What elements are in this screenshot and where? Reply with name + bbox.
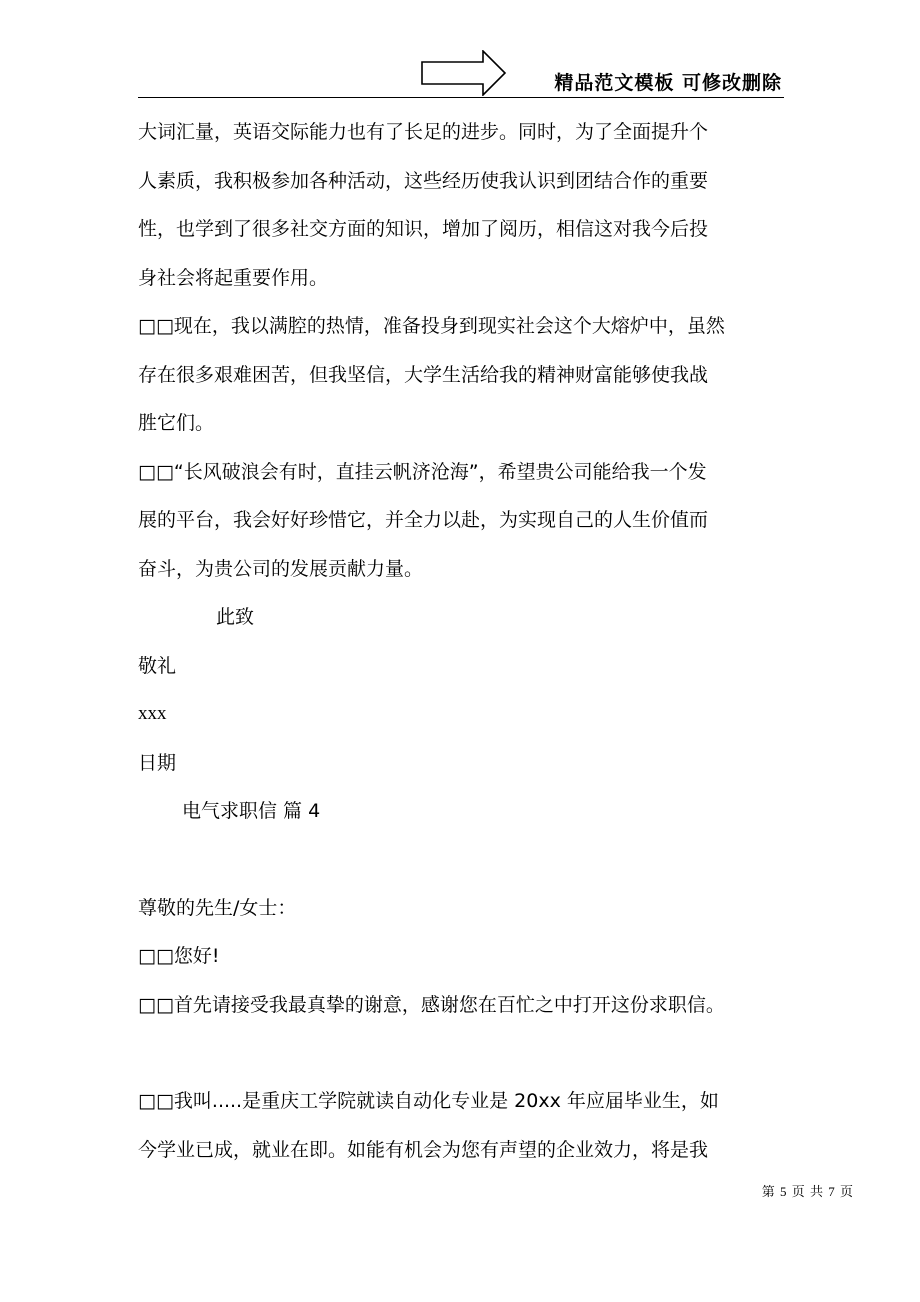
signature: xxx [138, 703, 167, 724]
text-line: 胜它们。 [138, 412, 215, 434]
text-line: 今学业已成，就业在即。如能有机会为您有声望的企业效力，将是我 [138, 1138, 709, 1161]
text-line: 身社会将起重要作用。 [138, 266, 329, 289]
text-line: 人素质，我积极参加各种活动，这些经历使我认识到团结合作的重要 [138, 169, 709, 192]
salutation: 尊敬的先生/女士： [138, 896, 297, 919]
page-number: 第 5 页 共 7 页 [761, 1184, 854, 1199]
text-line: 奋斗，为贵公司的发展贡献力量。 [138, 557, 424, 580]
spacer [138, 836, 798, 884]
letter-body [138, 108, 798, 1174]
page-header [138, 48, 784, 98]
header-title: 精品范文模板 可修改删除 [554, 72, 782, 94]
closing-line-1: 此致 [216, 606, 255, 628]
text-line: 大词汇量，英语交际能力也有了长足的进步。同时，为了全面提升个 [138, 121, 709, 143]
text-line: □□我叫.....是重庆工学院就读自动化专业是 20xx 年应届毕业生，如 [138, 1090, 719, 1112]
spacer [138, 1029, 798, 1077]
date-line: 日期 [138, 751, 177, 774]
article-title: 电气求职信 篇 4 [182, 800, 321, 822]
right-arrow-icon [421, 50, 507, 96]
text-line: □□首先请接受我最真挚的谢意，感谢您在百忙之中打开这份求职信。 [138, 993, 725, 1016]
header-divider [138, 97, 784, 98]
text-line: 性，也学到了很多社交方面的知识，增加了阅历，相信这对我今后投 [138, 218, 709, 240]
closing-line-2: 敬礼 [138, 654, 177, 677]
text-line: 展的平台，我会好好珍惜它，并全力以赴，为实现自己的人生价值而 [138, 509, 709, 531]
text-line: □□现在，我以满腔的热情，准备投身到现实社会这个大熔炉中，虽然 [138, 315, 725, 337]
greeting: □□您好! [138, 945, 220, 967]
text-line: 存在很多艰难困苦，但我坚信，大学生活给我的精神财富能够使我战 [138, 363, 709, 386]
text-line: □□“长风破浪会有时，直挂云帆济沧海”，希望贵公司能给我一个发 [138, 460, 707, 483]
